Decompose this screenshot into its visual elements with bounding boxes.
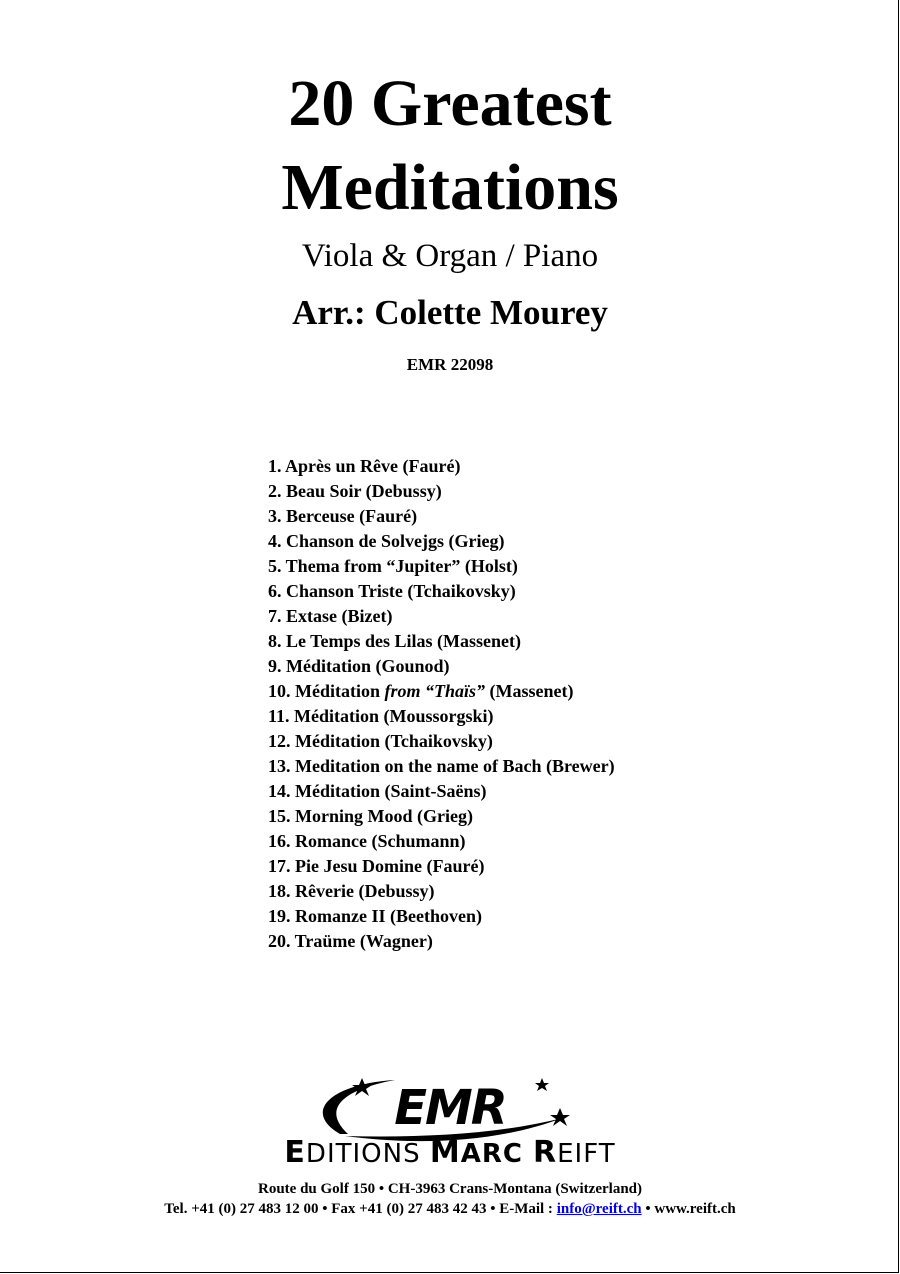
publisher-initial-m: M [429, 1135, 461, 1170]
contents-item: 11. Méditation (Moussorgski) [268, 706, 494, 726]
page-title [0, 62, 900, 230]
contents-item: 17. Pie Jesu Domine (Fauré) [268, 856, 485, 876]
contents-item-suffix: (Massenet) [485, 681, 574, 701]
contents-item: 9. Méditation (Gounod) [268, 656, 450, 676]
contents-item: 19. Romanze II (Beethoven) [268, 906, 482, 926]
contents-item: 2. Beau Soir (Debussy) [268, 481, 442, 501]
logo-text: EMR [394, 1080, 506, 1136]
contents-item: 1. Après un Rêve (Fauré) [268, 456, 461, 476]
contents-item: 6. Chanson Triste (Tchaikovsky) [268, 581, 516, 601]
instrumentation-subtitle: Viola & Organ / Piano [301, 238, 599, 274]
contents-item: 7. Extase (Bizet) [268, 606, 393, 626]
publisher-initial-r: R [532, 1135, 558, 1170]
contents-item: 16. Romance (Schumann) [268, 831, 466, 851]
contents-item: 13. Meditation on the name of Bach (Brewer) [268, 756, 615, 776]
star-icon [550, 1108, 570, 1126]
contents-item: 12. Méditation (Tchaikovsky) [268, 731, 493, 751]
emr-logo-graphic [300, 1072, 580, 1142]
publisher-contact [0, 1199, 900, 1219]
contents-item: 8. Le Temps des Lilas (Massenet) [268, 631, 522, 651]
contents-list [268, 454, 615, 954]
star-icon [352, 1078, 372, 1096]
publisher-word-marc: ARC [460, 1139, 533, 1169]
contents-item: 20. Traüme (Wagner) [268, 931, 433, 951]
email-link[interactable]: info@reift.ch [556, 1201, 642, 1217]
title-line-1: 20 Greatest [288, 67, 612, 140]
contents-item: 4. Chanson de Solvejgs (Grieg) [268, 531, 505, 551]
arranger-credit: Arr.: Colette Mourey [292, 293, 608, 332]
publisher-address: Route du Golf 150 • CH-3963 Crans-Montana (Switzerland) [258, 1181, 642, 1197]
contact-phone-fax: Tel. +41 (0) 27 483 12 00 • Fax +41 (0) 27 483 42 43 • E-Mail : [164, 1201, 557, 1217]
publisher-initial-e: E [284, 1135, 306, 1170]
publisher-name [0, 1135, 900, 1170]
catalog-number: EMR 22098 [406, 355, 494, 374]
title-line-2: Meditations [281, 151, 619, 224]
emr-logo [300, 1072, 580, 1142]
star-icon [535, 1078, 549, 1091]
contents-item-italic: from “Thaïs” [384, 681, 486, 701]
contents-item-prefix: 10. Méditation [268, 681, 385, 701]
publisher-word-reift: EIFT [557, 1139, 616, 1169]
contents-item: 18. Rêverie (Debussy) [268, 881, 435, 901]
contact-website: • www.reift.ch [641, 1201, 736, 1217]
contents-item: 14. Méditation (Saint-Saëns) [268, 781, 487, 801]
contents-item: 3. Berceuse (Fauré) [268, 506, 418, 526]
contents-item [268, 679, 615, 704]
contents-item: 15. Morning Mood (Grieg) [268, 806, 473, 826]
publisher-word-editions: DITIONS [305, 1139, 430, 1169]
contents-item: 5. Thema from “Jupiter” (Holst) [268, 556, 518, 576]
